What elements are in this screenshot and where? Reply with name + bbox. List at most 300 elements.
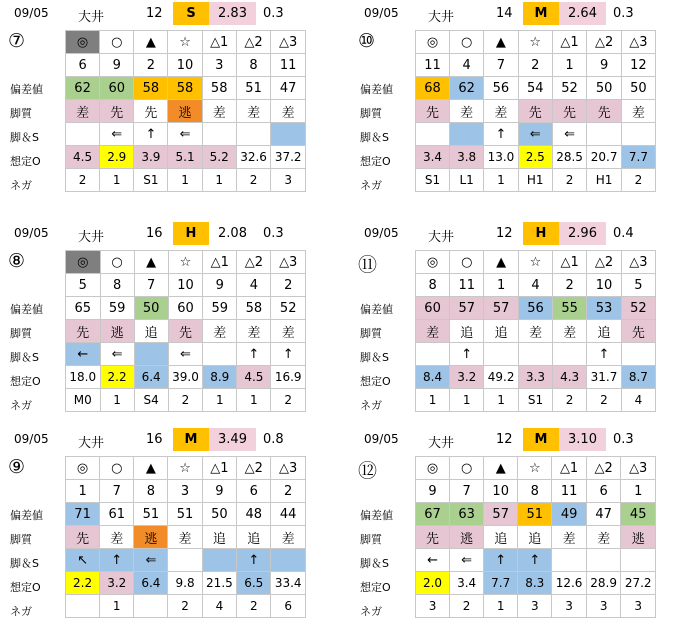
horse-number-cell: 4	[237, 274, 271, 297]
nega-cell: 3	[586, 595, 621, 618]
arrow-cell: ←	[416, 549, 450, 572]
expected-odds-cell: 4.5	[237, 366, 271, 389]
deviation-cell: 51	[168, 503, 202, 526]
row-label: ネガ	[360, 399, 382, 412]
expected-odds-cell: 28.9	[586, 572, 621, 595]
horse-number-cell: 10	[168, 54, 202, 77]
grade-tag: H	[523, 222, 559, 245]
nega-cell: 1	[416, 389, 450, 412]
mark-cell: △2	[236, 31, 271, 54]
expected-odds-cell: 16.9	[271, 366, 306, 389]
arrow-cell	[416, 123, 450, 146]
running-style-cell: 先	[587, 100, 622, 123]
arrow-cell	[450, 123, 484, 146]
expected-odds-cell: 2.2	[66, 572, 100, 595]
odds-value: 2.96	[559, 222, 606, 245]
nega-cell: 3	[621, 595, 656, 618]
deviation-cell: 51	[518, 503, 552, 526]
odds-value: 2.08	[209, 222, 256, 245]
deviation-cell: 53	[587, 297, 622, 320]
horse-number-cell: 7	[134, 274, 168, 297]
race-number: ⑩	[358, 30, 376, 52]
expected-odds-cell: 20.7	[587, 146, 622, 169]
mark-cell: △1	[203, 251, 237, 274]
horse-number-cell: 9	[416, 480, 450, 503]
table-row	[416, 54, 656, 77]
deviation-cell: 45	[621, 503, 656, 526]
expected-odds-cell: 13.0	[484, 146, 519, 169]
nega-cell: 3	[416, 595, 450, 618]
arrow-cell: ⇐	[134, 549, 168, 572]
grade-tag: M	[523, 2, 559, 25]
table-row	[416, 526, 656, 549]
expected-odds-cell: 7.7	[484, 572, 518, 595]
deviation-cell: 44	[271, 503, 306, 526]
running-style-cell: 差	[518, 320, 552, 343]
table-row	[66, 77, 306, 100]
arrow-cell: ↑	[237, 549, 271, 572]
row-label: 想定O	[360, 375, 391, 388]
table-row	[66, 320, 306, 343]
deviation-cell: 59	[203, 297, 237, 320]
horse-number-cell: 7	[100, 480, 134, 503]
deviation-cell: 71	[66, 503, 100, 526]
table-row	[66, 31, 306, 54]
running-style-cell: 差	[484, 100, 519, 123]
mark-cell: ○	[450, 31, 484, 54]
arrow-cell: ↑	[484, 123, 519, 146]
running-style-cell: 追	[518, 526, 552, 549]
arrow-cell: ⇐	[168, 123, 202, 146]
deviation-cell: 52	[621, 297, 655, 320]
race-header	[6, 2, 306, 26]
running-style-cell: 追	[202, 526, 237, 549]
expected-odds-cell: 5.2	[202, 146, 236, 169]
table-row	[416, 31, 656, 54]
table-row	[416, 251, 656, 274]
arrow-cell	[518, 343, 552, 366]
deviation-cell: 47	[271, 77, 306, 100]
expected-odds-cell: 32.6	[236, 146, 271, 169]
deviation-cell: 60	[416, 297, 450, 320]
mark-cell: △3	[271, 457, 306, 480]
nega-cell: L1	[450, 169, 484, 192]
deviation-cell: 62	[450, 77, 484, 100]
mark-cell: ▲	[134, 251, 168, 274]
running-style-cell: 追	[450, 320, 484, 343]
horse-number-cell: 8	[236, 54, 271, 77]
running-style-cell: 差	[271, 320, 306, 343]
mark-cell: ◎	[66, 31, 100, 54]
running-style-cell: 先	[518, 100, 552, 123]
horse-number-cell: 2	[134, 54, 168, 77]
venue-name: 大井	[428, 230, 455, 245]
row-label: 脚質	[360, 327, 382, 340]
race-number: ⑨	[8, 456, 26, 478]
deviation-cell: 49	[552, 503, 587, 526]
nega-cell: 1	[100, 169, 134, 192]
arrow-cell: ⇐	[100, 123, 134, 146]
expected-odds-cell: 4.3	[553, 366, 587, 389]
mark-cell: ☆	[168, 457, 202, 480]
mark-cell: ◎	[416, 251, 450, 274]
mark-cell: △1	[552, 457, 587, 480]
horse-number-cell: 11	[271, 54, 306, 77]
nega-cell: 2	[621, 169, 655, 192]
deviation-cell: 54	[518, 77, 552, 100]
expected-odds-cell: 31.7	[587, 366, 622, 389]
small-value: 0.3	[263, 6, 284, 21]
running-style-cell: 追	[484, 526, 518, 549]
horse-number-cell: 8	[100, 274, 134, 297]
row-label: ネガ	[360, 605, 382, 618]
row-label: 想定O	[360, 155, 391, 168]
arrow-cell	[271, 549, 306, 572]
row-label: 偏差値	[360, 83, 393, 96]
expected-odds-cell: 3.4	[416, 146, 450, 169]
table-row	[66, 366, 306, 389]
row-label: 脚＆S	[10, 557, 39, 570]
mark-cell: △1	[202, 457, 237, 480]
nega-cell: H1	[587, 169, 622, 192]
expected-odds-cell: 49.2	[484, 366, 519, 389]
field-size: 12	[146, 6, 163, 21]
row-label: 脚＆S	[360, 557, 389, 570]
arrow-cell: ↑	[100, 549, 134, 572]
arrow-cell	[271, 123, 306, 146]
deviation-cell: 57	[484, 503, 518, 526]
running-style-cell: 逃	[168, 100, 202, 123]
arrow-cell	[621, 343, 655, 366]
deviation-cell: 50	[621, 77, 655, 100]
arrow-cell: ↑	[484, 549, 518, 572]
deviation-cell: 57	[450, 297, 484, 320]
horse-number-cell: 2	[271, 480, 306, 503]
running-style-cell: 追	[237, 526, 271, 549]
mark-cell: ◎	[66, 457, 100, 480]
horse-number-cell: 2	[518, 54, 552, 77]
expected-odds-cell: 2.2	[100, 366, 134, 389]
arrow-cell: ↑	[518, 549, 552, 572]
expected-odds-cell: 12.6	[552, 572, 587, 595]
running-style-cell: 先	[621, 320, 655, 343]
running-style-cell: 差	[203, 320, 237, 343]
race-date: 09/05	[14, 226, 49, 240]
arrow-cell	[587, 123, 622, 146]
horse-number-cell: 6	[586, 480, 621, 503]
deviation-cell: 58	[134, 77, 168, 100]
mark-cell: ◎	[416, 457, 450, 480]
table-row	[66, 457, 306, 480]
field-size: 14	[496, 6, 513, 21]
arrow-cell	[202, 549, 237, 572]
race-date: 09/05	[14, 432, 49, 446]
running-style-cell: 先	[66, 320, 101, 343]
arrow-cell	[168, 549, 202, 572]
table-row	[416, 389, 656, 412]
row-label: ネガ	[10, 605, 32, 618]
horse-number-cell: 8	[518, 480, 552, 503]
deviation-cell: 63	[450, 503, 484, 526]
expected-odds-cell: 8.4	[416, 366, 450, 389]
horse-number-cell: 1	[621, 480, 656, 503]
running-style-cell: 差	[236, 100, 271, 123]
row-label: 脚質	[10, 327, 32, 340]
running-style-cell: 先	[168, 320, 203, 343]
expected-odds-cell: 4.5	[66, 146, 100, 169]
mark-cell: △1	[553, 251, 587, 274]
row-label: 脚質	[10, 533, 32, 546]
mark-cell: △3	[271, 31, 306, 54]
nega-cell: 1	[484, 169, 519, 192]
row-label: 偏差値	[10, 509, 43, 522]
mark-cell: ○	[450, 457, 484, 480]
mark-cell: ▲	[134, 457, 168, 480]
grade-tag: H	[173, 222, 209, 245]
running-style-cell: 差	[66, 100, 100, 123]
expected-odds-cell: 3.2	[100, 572, 134, 595]
nega-cell: S1	[518, 389, 552, 412]
mark-cell: △1	[552, 31, 587, 54]
table-row	[66, 146, 306, 169]
expected-odds-cell: 6.4	[134, 366, 168, 389]
mark-cell: ☆	[518, 457, 552, 480]
deviation-cell: 61	[100, 503, 134, 526]
deviation-cell: 59	[100, 297, 134, 320]
deviation-cell: 57	[484, 297, 519, 320]
horse-number-cell: 9	[203, 274, 237, 297]
mark-cell: ▲	[484, 31, 519, 54]
odds-value: 3.10	[559, 428, 606, 451]
mark-cell: △2	[587, 31, 622, 54]
horse-number-cell: 8	[134, 480, 168, 503]
race-date: 09/05	[364, 6, 399, 20]
table-row	[66, 251, 306, 274]
arrow-cell	[586, 549, 621, 572]
mark-cell: △3	[271, 251, 306, 274]
deviation-cell: 47	[586, 503, 621, 526]
horse-number-cell: 10	[168, 274, 203, 297]
table-row	[66, 54, 306, 77]
expected-odds-cell: 2.5	[518, 146, 552, 169]
nega-cell: S1	[416, 169, 450, 192]
table-row	[416, 343, 656, 366]
running-style-cell: 差	[553, 320, 587, 343]
deviation-cell: 48	[237, 503, 271, 526]
arrow-cell: ↖	[66, 549, 100, 572]
horse-number-cell: 10	[484, 480, 518, 503]
nega-cell: 3	[271, 169, 306, 192]
table-row	[66, 297, 306, 320]
row-label: 脚質	[360, 533, 382, 546]
venue-name: 大井	[78, 10, 105, 25]
horse-number-cell: 2	[553, 274, 587, 297]
arrow-cell: ↑	[271, 343, 306, 366]
nega-cell: 2	[237, 595, 271, 618]
running-style-cell: 先	[134, 100, 168, 123]
expected-odds-cell: 8.9	[203, 366, 237, 389]
expected-odds-cell: 3.4	[450, 572, 484, 595]
expected-odds-cell: 3.3	[518, 366, 552, 389]
race-grid	[415, 456, 656, 618]
mark-cell: ○	[450, 251, 484, 274]
race-header	[356, 222, 656, 246]
horse-number-cell: 4	[450, 54, 484, 77]
expected-odds-cell: 9.8	[168, 572, 202, 595]
race-number: ⑪	[358, 254, 378, 276]
arrow-cell	[621, 123, 655, 146]
row-label: 想定O	[360, 581, 391, 594]
table-row	[416, 146, 656, 169]
running-style-cell: 差	[168, 526, 202, 549]
arrow-cell	[621, 549, 656, 572]
horse-number-cell: 1	[66, 480, 100, 503]
race-panel	[6, 2, 306, 207]
table-row	[416, 549, 656, 572]
arrow-cell: ↑	[134, 123, 168, 146]
expected-odds-cell: 8.7	[621, 366, 655, 389]
nega-cell: 3	[518, 595, 552, 618]
row-label: 偏差値	[10, 83, 43, 96]
race-grid	[415, 30, 656, 192]
nega-cell: 2	[450, 595, 484, 618]
race-panel	[356, 428, 656, 633]
mark-cell: △3	[621, 251, 655, 274]
running-style-cell: 先	[416, 100, 450, 123]
deviation-cell: 58	[202, 77, 236, 100]
running-style-cell: 逃	[100, 320, 134, 343]
race-panel	[356, 222, 656, 427]
venue-name: 大井	[428, 436, 455, 451]
mark-cell: △1	[202, 31, 236, 54]
running-style-cell: 差	[237, 320, 271, 343]
expected-odds-cell: 28.5	[552, 146, 587, 169]
mark-cell: ▲	[134, 31, 168, 54]
expected-odds-cell: 27.2	[621, 572, 656, 595]
horse-number-cell: 5	[621, 274, 655, 297]
nega-cell: 1	[168, 169, 202, 192]
row-label: ネガ	[360, 179, 382, 192]
nega-cell: 2	[168, 595, 202, 618]
nega-cell: 1	[237, 389, 271, 412]
table-row	[416, 595, 656, 618]
row-label: ネガ	[10, 179, 32, 192]
table-row	[416, 480, 656, 503]
horse-number-cell: 6	[237, 480, 271, 503]
horse-number-cell: 2	[271, 274, 306, 297]
mark-cell: △3	[621, 457, 656, 480]
venue-name: 大井	[428, 10, 455, 25]
nega-cell: 2	[271, 389, 306, 412]
running-style-cell: 差	[271, 526, 306, 549]
odds-value: 2.64	[559, 2, 606, 25]
row-label: 想定O	[10, 581, 41, 594]
small-value: 0.3	[613, 432, 634, 447]
nega-cell: 1	[100, 595, 134, 618]
table-row	[416, 123, 656, 146]
mark-cell: ◎	[66, 251, 101, 274]
running-style-cell: 追	[134, 320, 168, 343]
grade-tag: M	[173, 428, 209, 451]
race-panel	[6, 222, 306, 427]
mark-cell: ○	[100, 457, 134, 480]
nega-cell: 2	[168, 389, 203, 412]
expected-odds-cell: 3.8	[450, 146, 484, 169]
running-style-cell: 逃	[134, 526, 168, 549]
table-row	[66, 169, 306, 192]
deviation-cell: 58	[168, 77, 202, 100]
row-label: 脚質	[360, 107, 382, 120]
small-value: 0.4	[613, 226, 634, 241]
deviation-cell: 51	[236, 77, 271, 100]
nega-cell: 4	[621, 389, 655, 412]
nega-cell: S4	[134, 389, 168, 412]
grade-tag: S	[173, 2, 209, 25]
race-grid	[65, 456, 306, 618]
mark-cell: ☆	[168, 251, 203, 274]
table-row	[66, 503, 306, 526]
expected-odds-cell: 6.4	[134, 572, 168, 595]
horse-number-cell: 12	[621, 54, 655, 77]
running-style-cell: 先	[100, 100, 134, 123]
horse-number-cell: 4	[518, 274, 552, 297]
nega-cell: 1	[203, 389, 237, 412]
deviation-cell: 52	[552, 77, 587, 100]
horse-number-cell: 7	[484, 54, 519, 77]
arrow-cell: ↑	[450, 343, 484, 366]
table-row	[66, 100, 306, 123]
arrow-cell: ⇐	[100, 343, 134, 366]
mark-cell: ○	[100, 251, 134, 274]
row-label: 脚質	[10, 107, 32, 120]
row-label: 脚＆S	[10, 351, 39, 364]
arrow-cell	[484, 343, 519, 366]
mark-cell: ☆	[518, 31, 552, 54]
row-label: 想定O	[10, 375, 41, 388]
arrow-cell	[552, 549, 587, 572]
running-style-cell: 差	[271, 100, 306, 123]
deviation-cell: 50	[134, 297, 168, 320]
horse-number-cell: 5	[66, 274, 101, 297]
race-date: 09/05	[14, 6, 49, 20]
table-row	[66, 123, 306, 146]
running-style-cell: 差	[450, 100, 484, 123]
nega-cell: 1	[450, 389, 484, 412]
odds-value: 3.49	[209, 428, 256, 451]
race-header	[6, 222, 306, 246]
race-header	[356, 2, 656, 26]
expected-odds-cell: 5.1	[168, 146, 202, 169]
horse-number-cell: 11	[450, 274, 484, 297]
deviation-cell: 56	[518, 297, 552, 320]
row-label: 想定O	[10, 155, 41, 168]
deviation-cell: 50	[587, 77, 622, 100]
field-size: 12	[496, 226, 513, 241]
expected-odds-cell: 2.9	[100, 146, 134, 169]
running-style-cell: 逃	[621, 526, 656, 549]
deviation-cell: 62	[66, 77, 100, 100]
nega-cell: 3	[552, 595, 587, 618]
arrow-cell: ↑	[587, 343, 622, 366]
arrow-cell	[66, 123, 100, 146]
arrow-cell: ⇐	[168, 343, 203, 366]
table-row	[416, 274, 656, 297]
nega-cell: S1	[134, 169, 168, 192]
row-label: 偏差値	[10, 303, 43, 316]
row-label: 脚＆S	[360, 131, 389, 144]
horse-number-cell: 1	[484, 274, 519, 297]
expected-odds-cell: 2.0	[416, 572, 450, 595]
